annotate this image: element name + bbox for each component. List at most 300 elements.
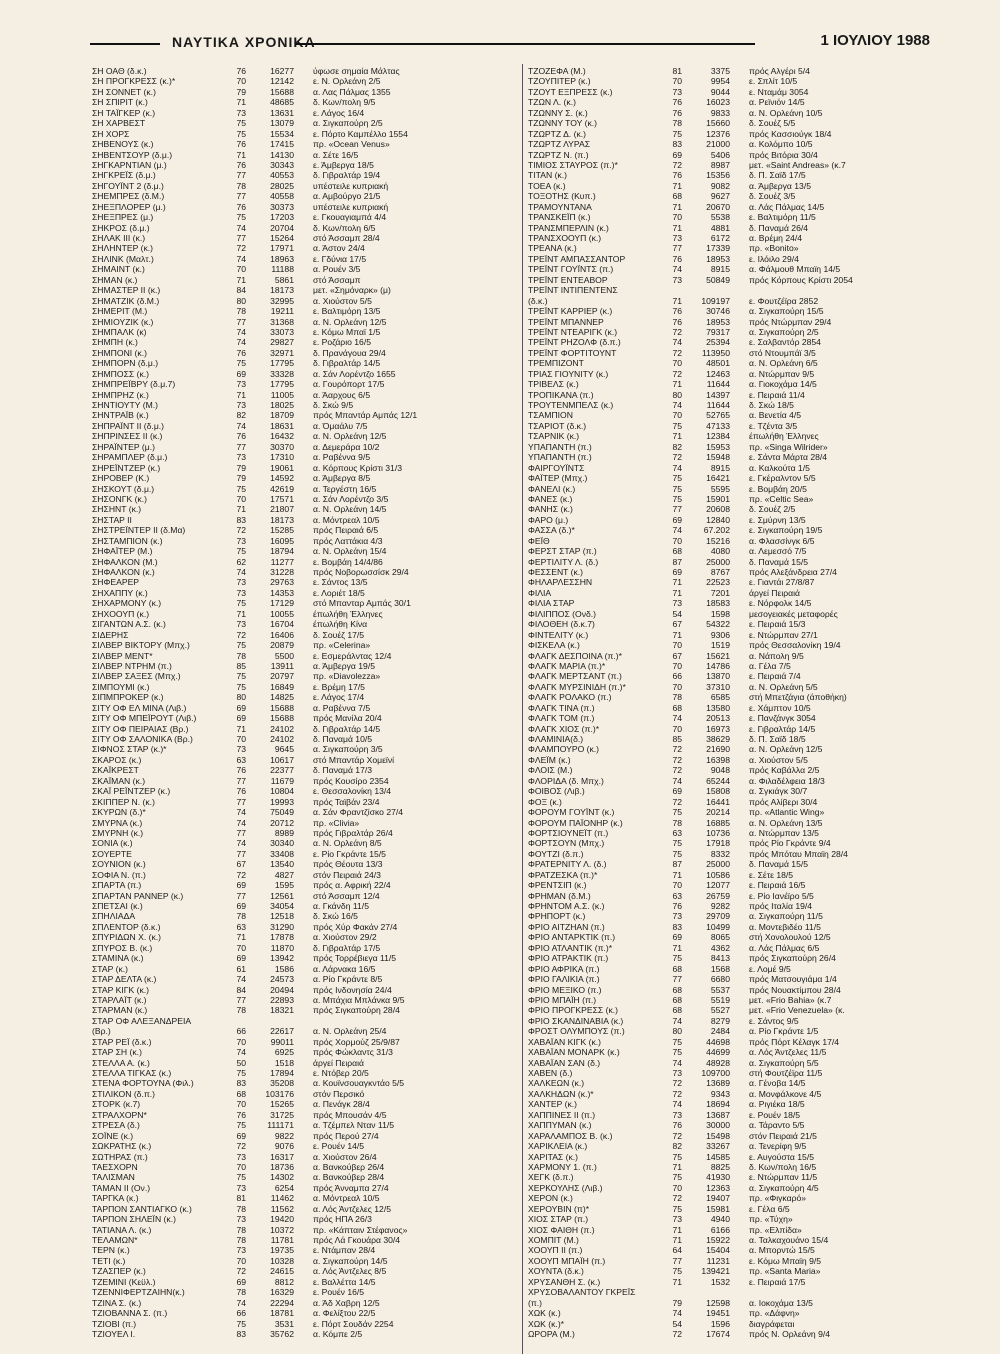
- build-year: 77: [236, 170, 246, 181]
- build-year: 70: [672, 660, 682, 671]
- ship-row: [526, 880, 960, 890]
- build-year: 71: [672, 942, 682, 953]
- ship-row: [90, 369, 524, 379]
- ship-name: ΦΡΙΟ ΑΙΤΖΗΑΝ (π.): [528, 921, 605, 932]
- ship-name: ΦΑΝΕΛΙ (κ.): [528, 483, 576, 494]
- ship-row: [90, 1319, 524, 1329]
- ship-row: [90, 1120, 524, 1130]
- location-status: α. Βενετία 4/5: [749, 410, 802, 421]
- tonnage: 4362: [710, 942, 730, 953]
- build-year: 77: [672, 1255, 682, 1266]
- ship-row: [526, 703, 960, 713]
- ship-row: [90, 901, 524, 911]
- build-year: 75: [672, 1172, 682, 1183]
- ship-name: ΣΟΪΝΕ (κ.): [92, 1130, 134, 1141]
- build-year: 77: [236, 233, 246, 243]
- ship-name: ΣΚΑΪΚΡΕΣΤ: [92, 765, 139, 776]
- location-status: ε. Ντόβερ 20/5: [313, 1068, 369, 1078]
- ship-row: [90, 755, 524, 765]
- location-status: α. Ντώρμπαν 9/5: [749, 368, 815, 379]
- build-year: 84: [236, 984, 246, 995]
- ship-name: ΤΑΛΙΣΜΑΝ: [92, 1172, 135, 1183]
- ship-name: ΦΗΛΑΡΛΕΣΣΗΝ: [528, 577, 593, 588]
- ship-row: [526, 139, 960, 149]
- build-year: 75: [672, 807, 682, 818]
- build-year: 71: [672, 1224, 682, 1235]
- location-status: υπέστειλε κυπριακή: [313, 180, 389, 191]
- build-year: 70: [236, 76, 246, 87]
- ship-name: ΦΟΡΟΥΜ ΠΑΪΟΝΗΡ (κ.): [528, 817, 623, 828]
- build-year: 76: [236, 201, 246, 212]
- ship-name: ΣΗΚΡΟΣ (δ.μ.): [92, 222, 150, 233]
- build-year: 66: [672, 671, 682, 682]
- location-status: πρός Κουσίρο 2354: [313, 775, 389, 786]
- build-year: 69: [236, 1276, 246, 1287]
- ship-row: [526, 296, 960, 306]
- build-year: 54: [672, 1318, 682, 1329]
- ship-name: ΣΙΤΥ ΟΦ ΠΕΙΡΑΙΑΣ (Βρ.): [92, 723, 189, 734]
- tonnage: 18794: [270, 546, 294, 557]
- ship-name: ΧΙΟΣ ΣΤΑΡ (π.): [528, 1214, 589, 1225]
- tonnage: 42619: [270, 483, 294, 494]
- location-status: α. Τενερίφη 9/5: [749, 1141, 807, 1152]
- ship-name: ΦΡΟΣΤ ΟΛΥΜΠΟΥΣ (π.): [528, 1026, 625, 1037]
- build-year: 63: [236, 921, 246, 932]
- location-status: πρός Τορρέβιεγα 11/5: [313, 953, 397, 964]
- location-status: α. Λάς Πάλμας 14/5: [749, 201, 825, 212]
- ship-row: [90, 1016, 524, 1026]
- tonnage: 8987: [710, 159, 730, 170]
- tonnage: 18781: [270, 1308, 294, 1319]
- tonnage: 48501: [706, 358, 730, 369]
- build-year: 73: [672, 598, 682, 609]
- ship-name: ΦΙΛΙΑ: [528, 587, 552, 598]
- build-year: 75: [236, 118, 246, 129]
- location-status: πρός Αλγέρι 5/4: [749, 66, 810, 76]
- tonnage: 8915: [710, 462, 730, 473]
- ship-row: [90, 1172, 524, 1182]
- build-year: 75: [672, 953, 682, 964]
- ship-name: ΤΖΩΡΤΖ Ν. (π.): [528, 149, 589, 160]
- tonnage: 4940: [710, 1214, 730, 1225]
- tonnage: 4827: [274, 869, 294, 880]
- ship-name: ΣΙΦΝΟΣ ΣΤΑΡ (κ.)*: [92, 744, 167, 755]
- location-status: στόν Πειραιά 21/5: [749, 1130, 817, 1141]
- tonnage: 17971: [270, 243, 294, 254]
- location-status: α. Ν. Ορλεάνη 25/4: [313, 1026, 387, 1037]
- ship-row: [90, 1037, 524, 1047]
- build-year: 69: [672, 514, 682, 525]
- tonnage: 15901: [706, 493, 730, 504]
- build-year: 63: [236, 754, 246, 765]
- build-year: 75: [236, 483, 246, 494]
- build-year: 70: [672, 681, 682, 692]
- ship-name: ΣΗ ΠΡΟΓΚΡΕΣΣ (κ.)*: [92, 76, 176, 87]
- build-year: 78: [236, 1224, 246, 1235]
- ship-name: ΧΑΝΤΕΡ (κ.): [528, 1099, 578, 1110]
- ship-name: ΧΟΟΥΠ ΙΙ (π.): [528, 1245, 583, 1256]
- ship-row: [90, 974, 524, 984]
- ship-row: [90, 985, 524, 995]
- build-year: 73: [672, 1214, 682, 1225]
- build-year: 73: [672, 233, 682, 243]
- ship-row: [90, 807, 524, 817]
- ship-name: ΤΡΙΒΕΛΣ (κ.): [528, 379, 579, 390]
- ship-row: [526, 744, 960, 754]
- tonnage: 67.202: [703, 525, 730, 536]
- tonnage: 35208: [270, 1078, 294, 1089]
- header-rule-left: [90, 43, 160, 45]
- build-year: 74: [236, 337, 246, 348]
- ship-name: ΤΡΕΪΝΤ ΡΗΖΟΛΦ (δ.π.): [528, 337, 621, 348]
- location-status: α. Σιγκαπούρη 15/5: [749, 306, 824, 317]
- publication-title: ΝΑΥΤΙΚΑ ΧΡΟΝΙΚΑ: [172, 34, 316, 50]
- tonnage: 18709: [270, 410, 294, 421]
- tonnage: 18694: [706, 1099, 730, 1110]
- location-status: πρ. «Diavolezza»: [313, 671, 381, 682]
- ship-name: ΣΠΑΡΤΑΝ ΡΑΝΝΕΡ (κ.): [92, 890, 184, 901]
- ship-row: [526, 661, 960, 671]
- ship-name: ΧΑΛΚΗΔΩΝ (κ.)*: [528, 1088, 594, 1099]
- build-year: 68: [236, 1088, 246, 1099]
- ship-name: ΣΠΑΡΤΑ (π.): [92, 880, 142, 891]
- ship-row: [526, 97, 960, 107]
- ship-name: ΤΣΑΡΙΟΤ (δ.κ.): [528, 420, 587, 431]
- ship-name: ΤΟΞΟΤΗΣ (Κυπ.): [528, 191, 596, 202]
- ship-name: ΦΛΟΙΣ (Μ.): [528, 765, 573, 776]
- ship-name: ΣΗΣΤΡΕΪΝΤΕΡ ΙΙ (δ.Μα): [92, 525, 186, 536]
- tonnage: 1519: [710, 640, 730, 651]
- tonnage: 16704: [270, 619, 294, 630]
- location-status: δ. Γιβραλτάρ 14/5: [313, 723, 381, 734]
- location-status: πρ. «Singa Wilrider»: [749, 441, 828, 452]
- tonnage: 16973: [706, 723, 730, 734]
- ship-name: (δ.κ.): [528, 295, 548, 306]
- tonnage: 24102: [270, 734, 294, 744]
- ship-name: ΣΗΛΑΚ ΙΙΙ (κ.): [92, 233, 146, 243]
- ship-row: [90, 139, 524, 149]
- tonnage: 18321: [270, 1005, 294, 1016]
- ship-name: ΣΟΦΙΑ Ν. (π.): [92, 869, 146, 880]
- ship-row: [526, 452, 960, 462]
- build-year: 74: [672, 400, 682, 410]
- ship-row: [526, 129, 960, 139]
- location-status: πρ. «Celerina»: [313, 640, 371, 651]
- build-year: 87: [672, 859, 682, 870]
- ship-row: [526, 202, 960, 212]
- build-year: 73: [236, 587, 246, 598]
- build-year: 74: [672, 264, 682, 275]
- build-year: 73: [236, 379, 246, 390]
- ship-name: ΣΗΦΑΪΤΕΡ (Μ.): [92, 546, 153, 557]
- ship-row: [90, 410, 524, 420]
- build-year: 71: [236, 608, 246, 619]
- ship-name: ΤΖΑΣΠΕΡ (κ.): [92, 1266, 146, 1277]
- location-status: ε. Γκουαγιαμπά 4/4: [313, 212, 387, 223]
- ship-row: [90, 1141, 524, 1151]
- ship-row: [90, 1058, 524, 1068]
- location-status: δ. Σουέζ 5/5: [749, 118, 796, 129]
- ship-name: ΣΠΕΤΣΑΙ (κ.): [92, 901, 143, 911]
- build-year: 71: [672, 587, 682, 598]
- ship-name: ΣΗΕΜΠΡΕΣ (δ.Μ.): [92, 191, 165, 202]
- tonnage: 15621: [706, 650, 730, 661]
- location-status: α. Φιλαδέλφεια 18/3: [749, 775, 825, 786]
- location-status: α. Κόρπους Κρίστι 31/3: [313, 462, 402, 473]
- ship-row: [526, 557, 960, 567]
- build-year: 69: [672, 567, 682, 577]
- build-year: 76: [236, 347, 246, 358]
- ship-name: ΦΡΙΟ ΜΠΑΪΗ (π.): [528, 994, 597, 1005]
- location-status: ε. Πανζάνγκ 3054: [749, 713, 816, 724]
- ship-name: ΣΗ ΧΟΡΣ: [92, 128, 130, 139]
- ship-name: ΣΙΤΥ ΟΦ ΜΠΕΪΡΟΥΤ (Λιβ.): [92, 713, 197, 724]
- build-year: 85: [236, 660, 246, 671]
- ship-row: [526, 911, 960, 921]
- location-status: α. Ν. Ορλεάνη 13/5: [749, 817, 823, 828]
- tonnage: 15356: [706, 170, 730, 181]
- ship-name: ΣΠΛΕΝΤΟΡ (δ.κ.): [92, 921, 161, 932]
- tonnage: 10736: [706, 827, 730, 838]
- ship-row: [526, 1225, 960, 1235]
- build-year: 71: [236, 723, 246, 734]
- ship-row: [526, 1141, 960, 1151]
- ship-name: ΦΡΙΟ ΑΦΡΙΚΑ (π.): [528, 963, 600, 974]
- location-status: πρός Αλίβερι 30/4: [749, 796, 818, 807]
- location-status: α. Σιγκαπούρη 2/5: [313, 118, 383, 129]
- ship-row: [526, 692, 960, 702]
- location-status: ε. Σιγκαπούρη 19/5: [749, 525, 823, 536]
- ship-row: [526, 1110, 960, 1120]
- ship-name: ΣΗΜΠΡΗΖ (κ.): [92, 389, 149, 400]
- build-year: 80: [672, 1026, 682, 1037]
- location-status: ε. Βαλτιμόρη 13/5: [313, 306, 381, 317]
- location-status: ε. Λομέ 9/5: [749, 963, 791, 974]
- ship-name: ΤΑΕΣΧΟΡΝ: [92, 1161, 138, 1172]
- location-status: δ. Π. Σαϊδ 17/5: [749, 170, 806, 181]
- build-year: 79: [236, 462, 246, 473]
- ship-name: ΧΟΜΠΙΤ (Μ.): [528, 1235, 579, 1245]
- build-year: 69: [672, 149, 682, 160]
- ship-name: ΣΤΑΡ (κ.): [92, 963, 129, 974]
- location-status: ε. Χάμπτον 10/5: [749, 702, 811, 713]
- ship-name: ΤΖΩΡΤΖ Δ. (κ.): [528, 128, 586, 139]
- location-status: ε. Ν. Ορλεάνη 2/5: [313, 76, 381, 87]
- location-status: στό Άσσαμπ: [313, 274, 361, 285]
- ship-name: ΤΡΙΑΣ ΓΙΟΥΝΙΤΥ (κ.): [528, 368, 609, 379]
- ship-row: [526, 525, 960, 535]
- ship-row: [526, 410, 960, 420]
- ship-row: [90, 504, 524, 514]
- build-year: 70: [672, 410, 682, 421]
- ship-row: [526, 358, 960, 368]
- build-year: 70: [236, 264, 246, 275]
- location-status: στό Άσσαμπ 28/4: [313, 233, 380, 243]
- ship-name: ΣΗΓΚΑΡΝΤΙΑΝ (μ.): [92, 159, 167, 170]
- location-status: α. Ν. Ορλεάνη 14/5: [313, 504, 387, 515]
- location-status: α. Σέτε 16/5: [313, 149, 359, 160]
- location-status: ε. Νόρφολκ 14/5: [749, 598, 812, 609]
- tonnage: 5595: [710, 483, 730, 494]
- ship-row: [90, 880, 524, 890]
- ship-name: ΦΡΙΟ ΑΤΛΑΝΤΙΚ (π.)*: [528, 942, 613, 953]
- build-year: 75: [672, 128, 682, 139]
- ship-row: [526, 849, 960, 859]
- ship-name: ΧΑΡΜΟΝΥ 1. (π.): [528, 1161, 597, 1172]
- tonnage: 14130: [270, 149, 294, 160]
- build-year: 76: [672, 170, 682, 181]
- tonnage: 19420: [270, 1214, 294, 1225]
- build-year: 71: [672, 1161, 682, 1172]
- location-status: α. Κολόμπο 10/5: [749, 139, 813, 150]
- build-year: 73: [236, 577, 246, 588]
- ship-row: [526, 671, 960, 681]
- location-status: α. Μοντεβιδέο 11/5: [749, 921, 821, 932]
- ship-row: [90, 1047, 524, 1057]
- build-year: 71: [236, 932, 246, 943]
- tonnage: 16317: [270, 1151, 294, 1162]
- tonnage: 8065: [710, 932, 730, 943]
- tonnage: 5519: [710, 994, 730, 1005]
- location-status: ε. Πειραιά 7/4: [749, 671, 801, 682]
- build-year: 69: [672, 932, 682, 943]
- tonnage: 14397: [706, 389, 730, 400]
- build-year: 74: [672, 462, 682, 473]
- location-status: ε. Σέτε 18/5: [749, 869, 794, 880]
- ship-name: ΣΙΠΜΠΡΟΚΕΡ (κ.): [92, 692, 164, 703]
- tonnage: 24102: [270, 723, 294, 734]
- build-year: 74: [236, 326, 246, 337]
- tonnage: 15534: [270, 128, 294, 139]
- ship-row: [526, 891, 960, 901]
- ship-row: [526, 118, 960, 128]
- ship-row: [526, 243, 960, 253]
- location-status: μετ. «Frio Bahia» (κ.7: [749, 994, 832, 1005]
- ship-name: ΣΜΥΡΝΑ (κ.): [92, 817, 143, 828]
- location-status: πρός Λά Γκουάρα 30/4: [313, 1235, 401, 1245]
- build-year: 71: [672, 577, 682, 588]
- location-status: ε. Πόρτ Σουδάν 2254: [313, 1318, 394, 1329]
- tonnage: 15948: [706, 452, 730, 463]
- ship-name: ΤΡΕΪΝΤ ΑΜΠΑΣΣΑΝΤΟΡ: [528, 253, 626, 264]
- tonnage: 18953: [706, 253, 730, 264]
- ship-name: ΣΙΤΥ ΟΦ ΣΑΛΟΝΙΚΑ (Βρ.): [92, 734, 193, 744]
- ship-name: ΣΤΑΡΜΑΝ (κ.): [92, 1005, 148, 1016]
- build-year: 66: [236, 1308, 246, 1319]
- ship-row: [526, 442, 960, 452]
- ship-row: [526, 515, 960, 525]
- build-year: 70: [236, 1161, 246, 1172]
- ship-row: [90, 473, 524, 483]
- ship-row: [526, 734, 960, 744]
- ship-name: ΦΛΑΓΚ ΜΥΡΣΙΝΙΔΗ (π.)*: [528, 681, 626, 692]
- ship-name: ΣΤΑΡ ΣΗ (κ.): [92, 1047, 142, 1058]
- build-year: 73: [236, 1151, 246, 1162]
- build-year: 74: [672, 1015, 682, 1026]
- tonnage: 16398: [706, 754, 730, 765]
- build-year: 78: [236, 1203, 246, 1214]
- location-status: ε. Γδύνια 17/5: [313, 253, 367, 264]
- ship-name: ΦΛΑΜΠΟΥΡΟ (κ.): [528, 744, 600, 755]
- tonnage: 13687: [706, 1109, 730, 1120]
- ship-name: ΦΛΑΓΚ ΤΟΜ (π.): [528, 713, 595, 724]
- build-year: 72: [672, 368, 682, 379]
- build-year: 75: [236, 681, 246, 692]
- ship-name: ΦΕΪΘ: [528, 535, 550, 546]
- ship-name: ΤΖΙΝΑ Σ. (κ.): [92, 1297, 142, 1308]
- build-year: 69: [236, 368, 246, 379]
- location-status: ε. Πειραιά 15/3: [749, 619, 806, 630]
- ship-name: ΤΡΑΜΟΥΝΤΑΝΑ: [528, 201, 592, 212]
- location-status: α. Ντώρμπαν 13/5: [749, 827, 819, 838]
- location-status: δ. Σουέζ 2/5: [749, 504, 796, 515]
- location-status: στό Ντουμπάϊ 3/5: [749, 347, 816, 358]
- tonnage: 17129: [270, 598, 294, 609]
- ship-row: [90, 1110, 524, 1120]
- location-status: πρός Κόρπους Κρίστι 2054: [749, 274, 853, 285]
- location-status: στή Μπετζάγια (άποθήκη): [749, 692, 847, 703]
- build-year: 74: [236, 1047, 246, 1058]
- ship-name: ΤΖΟΥΠΙΤΕΡ (κ.): [528, 76, 591, 87]
- ship-row: [90, 129, 524, 139]
- tonnage: 5861: [274, 274, 294, 285]
- location-status: α. Ραβέννα 9/5: [313, 452, 371, 463]
- location-status: πρός Χορμούζ 25/9/87: [313, 1036, 400, 1047]
- build-year: 69: [236, 901, 246, 911]
- build-year: 68: [672, 984, 682, 995]
- location-status: α. Μόντρεαλ 10/5: [313, 514, 380, 525]
- ship-name: ΤΡΕΪΝΤ ΦΟΡΤΙΤΟΥΝΤ: [528, 347, 617, 358]
- build-year: 73: [236, 1214, 246, 1225]
- location-status: άργεί Πειραιά: [313, 1057, 364, 1068]
- ship-row: [90, 1204, 524, 1214]
- build-year: 68: [672, 1005, 682, 1016]
- ship-name: ΦΛΕΪΜ (κ.): [528, 754, 571, 765]
- tonnage: 10372: [270, 1224, 294, 1235]
- build-year: 69: [236, 702, 246, 713]
- ship-name: ΣΗΒΕΝΟΥΣ (κ.): [92, 139, 154, 150]
- location-status: α. Ν. Ορλεάνη 15/4: [313, 546, 387, 557]
- tonnage: 25394: [706, 337, 730, 348]
- build-year: 77: [236, 827, 246, 838]
- ship-row: [90, 1225, 524, 1235]
- ship-name: ΤΖΩΝ Λ. (κ.): [528, 97, 576, 108]
- ship-row: [90, 849, 524, 859]
- build-year: 77: [236, 848, 246, 859]
- ship-name: ΤΑΡΓΚΑ (κ.): [92, 1193, 139, 1204]
- build-year: 69: [236, 713, 246, 724]
- ship-row: [90, 118, 524, 128]
- tonnage: 8767: [710, 567, 730, 577]
- tonnage: 20608: [706, 504, 730, 515]
- build-year: 73: [236, 619, 246, 630]
- build-year: 74: [672, 525, 682, 536]
- build-year: 50: [236, 1057, 246, 1068]
- build-year: 78: [236, 180, 246, 191]
- location-status: ε. Κόμω Μπαϊη 9/5: [749, 1255, 822, 1266]
- ship-name: ΣΗΦΑΛΚΟΝ (κ.): [92, 567, 155, 577]
- tonnage: 14302: [270, 1172, 294, 1183]
- ship-name: ΣΗΠΡΙΝΣΕΣ ΙΙ (κ.): [92, 431, 163, 442]
- ship-name: ΣΗΛΗΝΤΕΡ (κ.): [92, 243, 154, 254]
- ship-name: ΤΑΡΠΟΝ ΣΗΛΕΪΝ (κ.): [92, 1214, 176, 1225]
- location-status: δ. Κων/πολη 16/5: [749, 1161, 817, 1172]
- ship-row: [526, 588, 960, 598]
- tonnage: 13079: [270, 118, 294, 129]
- ship-row: [90, 400, 524, 410]
- build-year: 83: [672, 139, 682, 150]
- build-year: 87: [672, 556, 682, 567]
